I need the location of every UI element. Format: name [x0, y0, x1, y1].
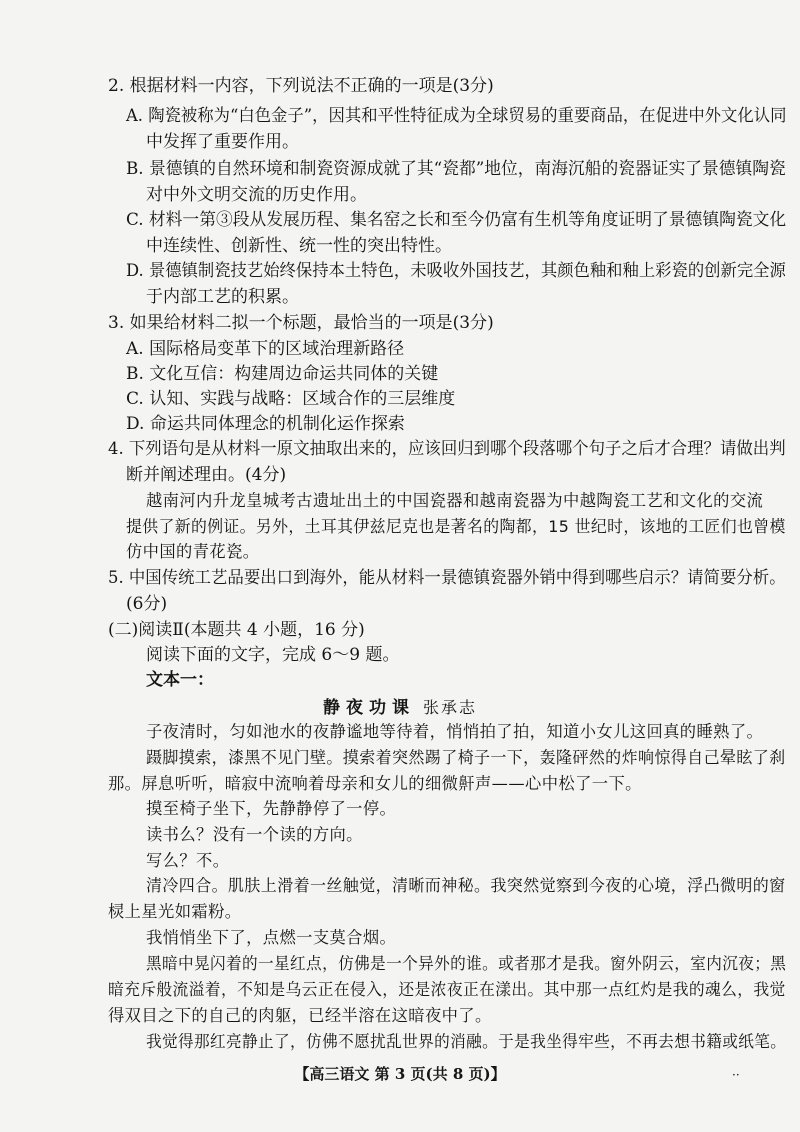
essay-line: 读书么？没有一个读的方向。 — [146, 825, 363, 844]
corner-mark: ·· — [732, 1068, 740, 1082]
q3-option-c: C. 认知、实践与战略：区域合作的三层维度 — [126, 389, 456, 409]
essay-line: 那。屏息听听，暗寂中流响着母亲和女儿的细微鼾声——心中松了一下。 — [108, 774, 642, 793]
q2-option-c: C. 材料一第③段从发展历程、集名窑之长和至今仍富有生机等角度证明了景德镇陶瓷文化 — [126, 210, 787, 230]
essay-line: 得双目之下的自己的肉躯，已经半溶在这暗夜中了。 — [108, 1006, 492, 1025]
essay-line: 我悄悄坐下了，点燃一支莫合烟。 — [146, 928, 397, 947]
section-instruction: 阅读下面的文字，完成 6～9 题。 — [146, 645, 400, 665]
essay-line: 棂上星光如霜粉。 — [108, 902, 242, 921]
q2-option-b-cont: 对中外文明交流的历史作用。 — [146, 185, 367, 205]
q4-quote: 越南河内升龙皇城考古遗址出土的中国瓷器和越南瓷器为中越陶瓷工艺和文化的交流 — [146, 491, 764, 510]
essay-line: 我觉得那红亮静止了，仿佛不愿扰乱世界的消融。于是我坐得牢些，不再去想书籍或纸笔。 — [146, 1032, 787, 1051]
page-footer: 【高三语文 第 3 页(共 8 页)】 — [294, 1065, 506, 1083]
essay-line: 蹑脚摸索，漆黑不见门壁。摸索着突然踢了椅子一下，轰隆砰然的炸响惊得自己晕眩了刹 — [146, 748, 786, 767]
q2-option-c-cont: 中连续性、创新性、统一性的突出特性。 — [146, 236, 452, 256]
section-heading: (二)阅读Ⅱ(本题共 4 小题，16 分) — [108, 620, 365, 640]
q4-stem-cont: 断并阐述理由。(4分) — [126, 465, 287, 485]
q3-stem: 3. 如果给材料二拟一个标题，最恰当的一项是(3分) — [108, 313, 494, 333]
q2-stem: 2. 根据材料一内容，下列说法不正确的一项是(3分) — [108, 76, 494, 96]
essay-heading — [0, 695, 800, 721]
q3-option-d: D. 命运共同体理念的机制化运作探索 — [126, 414, 405, 434]
q5-stem-cont: (6分) — [126, 594, 168, 614]
q3-option-a: A. 国际格局变革下的区域治理新路径 — [126, 339, 405, 359]
text-one-label: 文本一： — [146, 670, 214, 690]
essay-author: 张承志 — [422, 698, 477, 717]
q4-quote-cont: 提供了新的例证。另外，土耳其伊兹尼克也是著名的陶都，15 世纪时，该地的工匠们也曾模 — [126, 517, 786, 536]
q2-option-a: A. 陶瓷被称为“白色金子”，因其和平性特征成为全球贸易的重要商品，在促进中外文化认同 — [126, 106, 787, 126]
q3-option-b: B. 文化互信：构建周边命运共同体的关键 — [126, 364, 439, 384]
essay-line: 暗充斥般流溢着，不知是乌云正在侵入，还是浓夜正在漾出。其中那一点红灼是我的魂么，我觉 — [108, 980, 786, 999]
q2-option-d-cont: 于内部工艺的积累。 — [146, 287, 299, 307]
essay-line: 摸至椅子坐下，先静静停了一停。 — [146, 799, 397, 818]
essay-line: 写么？不。 — [146, 851, 230, 870]
q4-quote-cont: 仿中国的青花瓷。 — [126, 542, 260, 561]
essay-line: 子夜清时，匀如池水的夜静谧地等待着，悄悄拍了拍，知道小女儿这回真的睡熟了。 — [146, 722, 764, 741]
q2-option-d: D. 景德镇制瓷技艺始终保持本土特色，未吸收外国技艺，其颜色釉和釉上彩瓷的创新完全源 — [126, 261, 786, 281]
essay-line: 清冷四合。肌肤上滑着一丝触觉，清晰而神秘。我突然觉察到今夜的心境，浮凸微明的窗 — [146, 876, 786, 895]
q2-option-a-cont: 中发挥了重要作用。 — [146, 132, 299, 152]
essay-line: 黑暗中晃闪着的一星红点，仿佛是一个异外的谁。或者那才是我。窗外阴云，室内沉夜；黑 — [146, 954, 787, 973]
q5-stem: 5. 中国传统工艺品要出口到海外，能从材料一景德镇瓷器外销中得到哪些启示？请简要分析。 — [108, 568, 786, 588]
essay-title: 静夜功课 — [322, 698, 415, 718]
q2-option-b: B. 景德镇的自然环境和制瓷资源成就了其“瓷都”地位，南海沉船的瓷器证实了景德镇陶瓷 — [126, 159, 786, 179]
q4-stem: 4. 下列语句是从材料一原文抽取出来的，应该回归到哪个段落哪个句子之后才合理？请做出判 — [108, 439, 786, 459]
